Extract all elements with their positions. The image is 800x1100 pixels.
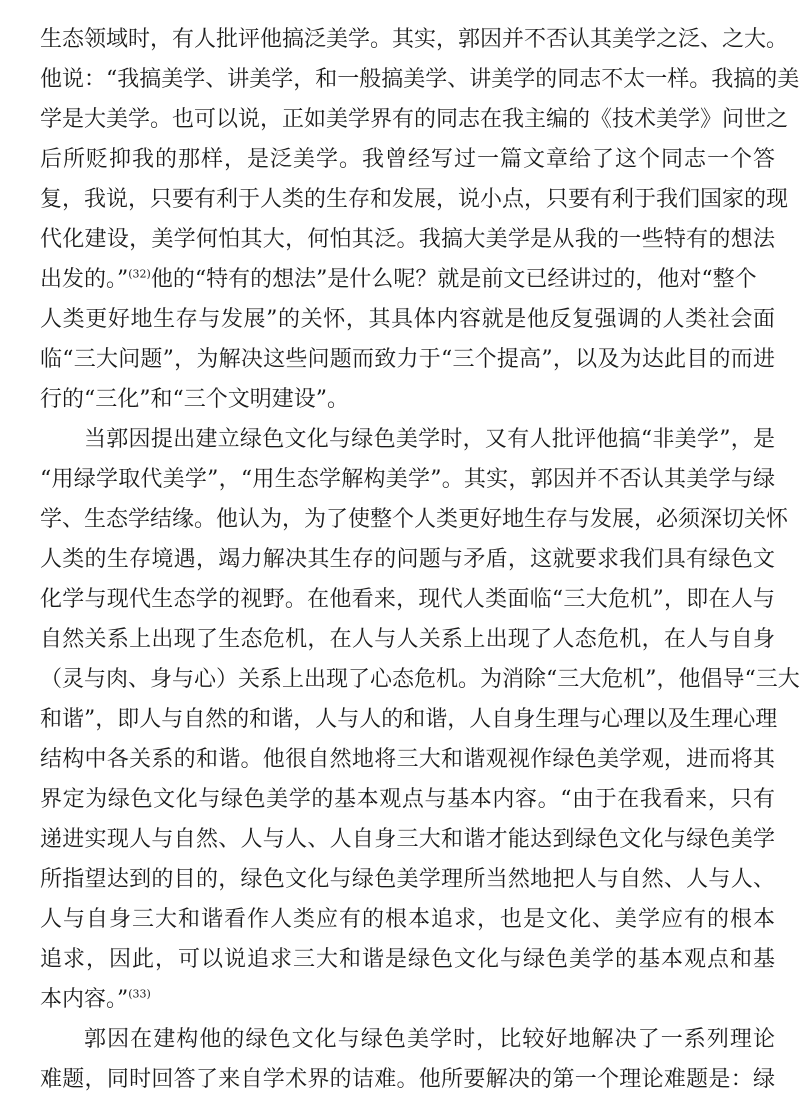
text-line: 自然关系上出现了生态危机，在人与人关系上出现了人态危机，在人与自身 <box>40 627 775 652</box>
text-line: “用绿学取代美学”，“用生态学解构美学”。其实，郭因并不否认其美学与绿 <box>40 467 775 492</box>
text-line: （灵与肉、身与心）关系上出现了心态危机。为消除“三大危机”，他倡导“三大 <box>40 667 800 692</box>
text-line: 郭因在建构他的绿色文化与绿色美学时，比较好地解决了一系列理论 <box>84 1027 775 1052</box>
text-line: 结构中各关系的和谐。他很自然地将三大和谐观视作绿色美学观，进而将其 <box>40 747 775 772</box>
footnote-ref-33: (33) <box>128 987 151 1001</box>
text-line: 追求，因此，可以说追求三大和谐是绿色文化与绿色美学的基本观点和基 <box>40 947 775 972</box>
text-line: 难题，同时回答了来自学术界的诘难。他所要解决的第一个理论难题是：绿 <box>40 1067 775 1092</box>
text-line: 他说：“我搞美学、讲美学，和一般搞美学、讲美学的同志不太一样。我搞的美 <box>40 67 800 92</box>
text-line: 人类更好地生存与发展”的关怀，其具体内容就是他反复强调的人类社会面 <box>40 307 775 332</box>
text-line: 生态领域时，有人批评他搞泛美学。其实，郭因并不否认其美学之泛、之大。 <box>40 27 789 52</box>
text-line: 当郭因提出建立绿色文化与绿色美学时，又有人批评他搞“非美学”，是 <box>84 427 775 452</box>
footnote-ref-32: (32) <box>128 267 151 281</box>
text-line: 代化建设，美学何怕其大，何怕其泛。我搞大美学是从我的一些特有的想法 <box>40 227 775 252</box>
text-line-with-note <box>40 980 775 1020</box>
text-line: 递进实现人与自然、人与人、人自身三大和谐才能达到绿色文化与绿色美学 <box>40 827 775 852</box>
text-line: 化学与现代生态学的视野。在他看来，现代人类面临“三大危机”，即在人与 <box>40 587 775 612</box>
text-line: 复，我说，只要有利于人类的生存和发展，说小点，只要有利于我们国家的现 <box>40 187 789 212</box>
document-page <box>40 0 800 1092</box>
text-line: 临“三大问题”，为解决这些问题而致力于“三个提高”，以及为达此目的而进 <box>40 347 775 372</box>
text-line: 人与自身三大和谐看作人类应有的根本追求，也是文化、美学应有的根本 <box>40 907 775 932</box>
text-line: 所指望达到的目的，绿色文化与绿色美学理所当然地把人与自然、人与人、 <box>40 867 775 892</box>
text-fragment: 本内容。” <box>40 987 129 1012</box>
text-line: 学、生态学结缘。他认为，为了使整个人类更好地生存与发展，必须深切关怀 <box>40 507 789 532</box>
text-fragment: 出发的。” <box>40 267 129 292</box>
text-line: 后所贬抑我的那样，是泛美学。我曾经写过一篇文章给了这个同志一个答 <box>40 147 775 172</box>
text-fragment: 他的“特有的想法”是什么呢？就是前文已经讲过的，他对“整个 <box>150 267 757 292</box>
text-line: 行的“三化”和“三个文明建设”。 <box>40 387 349 412</box>
text-line-with-note <box>40 260 775 300</box>
text-line: 和谐”，即人与自然的和谐，人与人的和谐，人自身生理与心理以及生理心理 <box>40 707 778 732</box>
text-line: 界定为绿色文化与绿色美学的基本观点与基本内容。“由于在我看来，只有 <box>40 787 775 812</box>
text-line: 学是大美学。也可以说，正如美学界有的同志在我主编的《技术美学》问世之 <box>40 107 789 132</box>
text-line: 人类的生存境遇，竭力解决其生存的问题与矛盾，这就要求我们具有绿色文 <box>40 547 775 572</box>
